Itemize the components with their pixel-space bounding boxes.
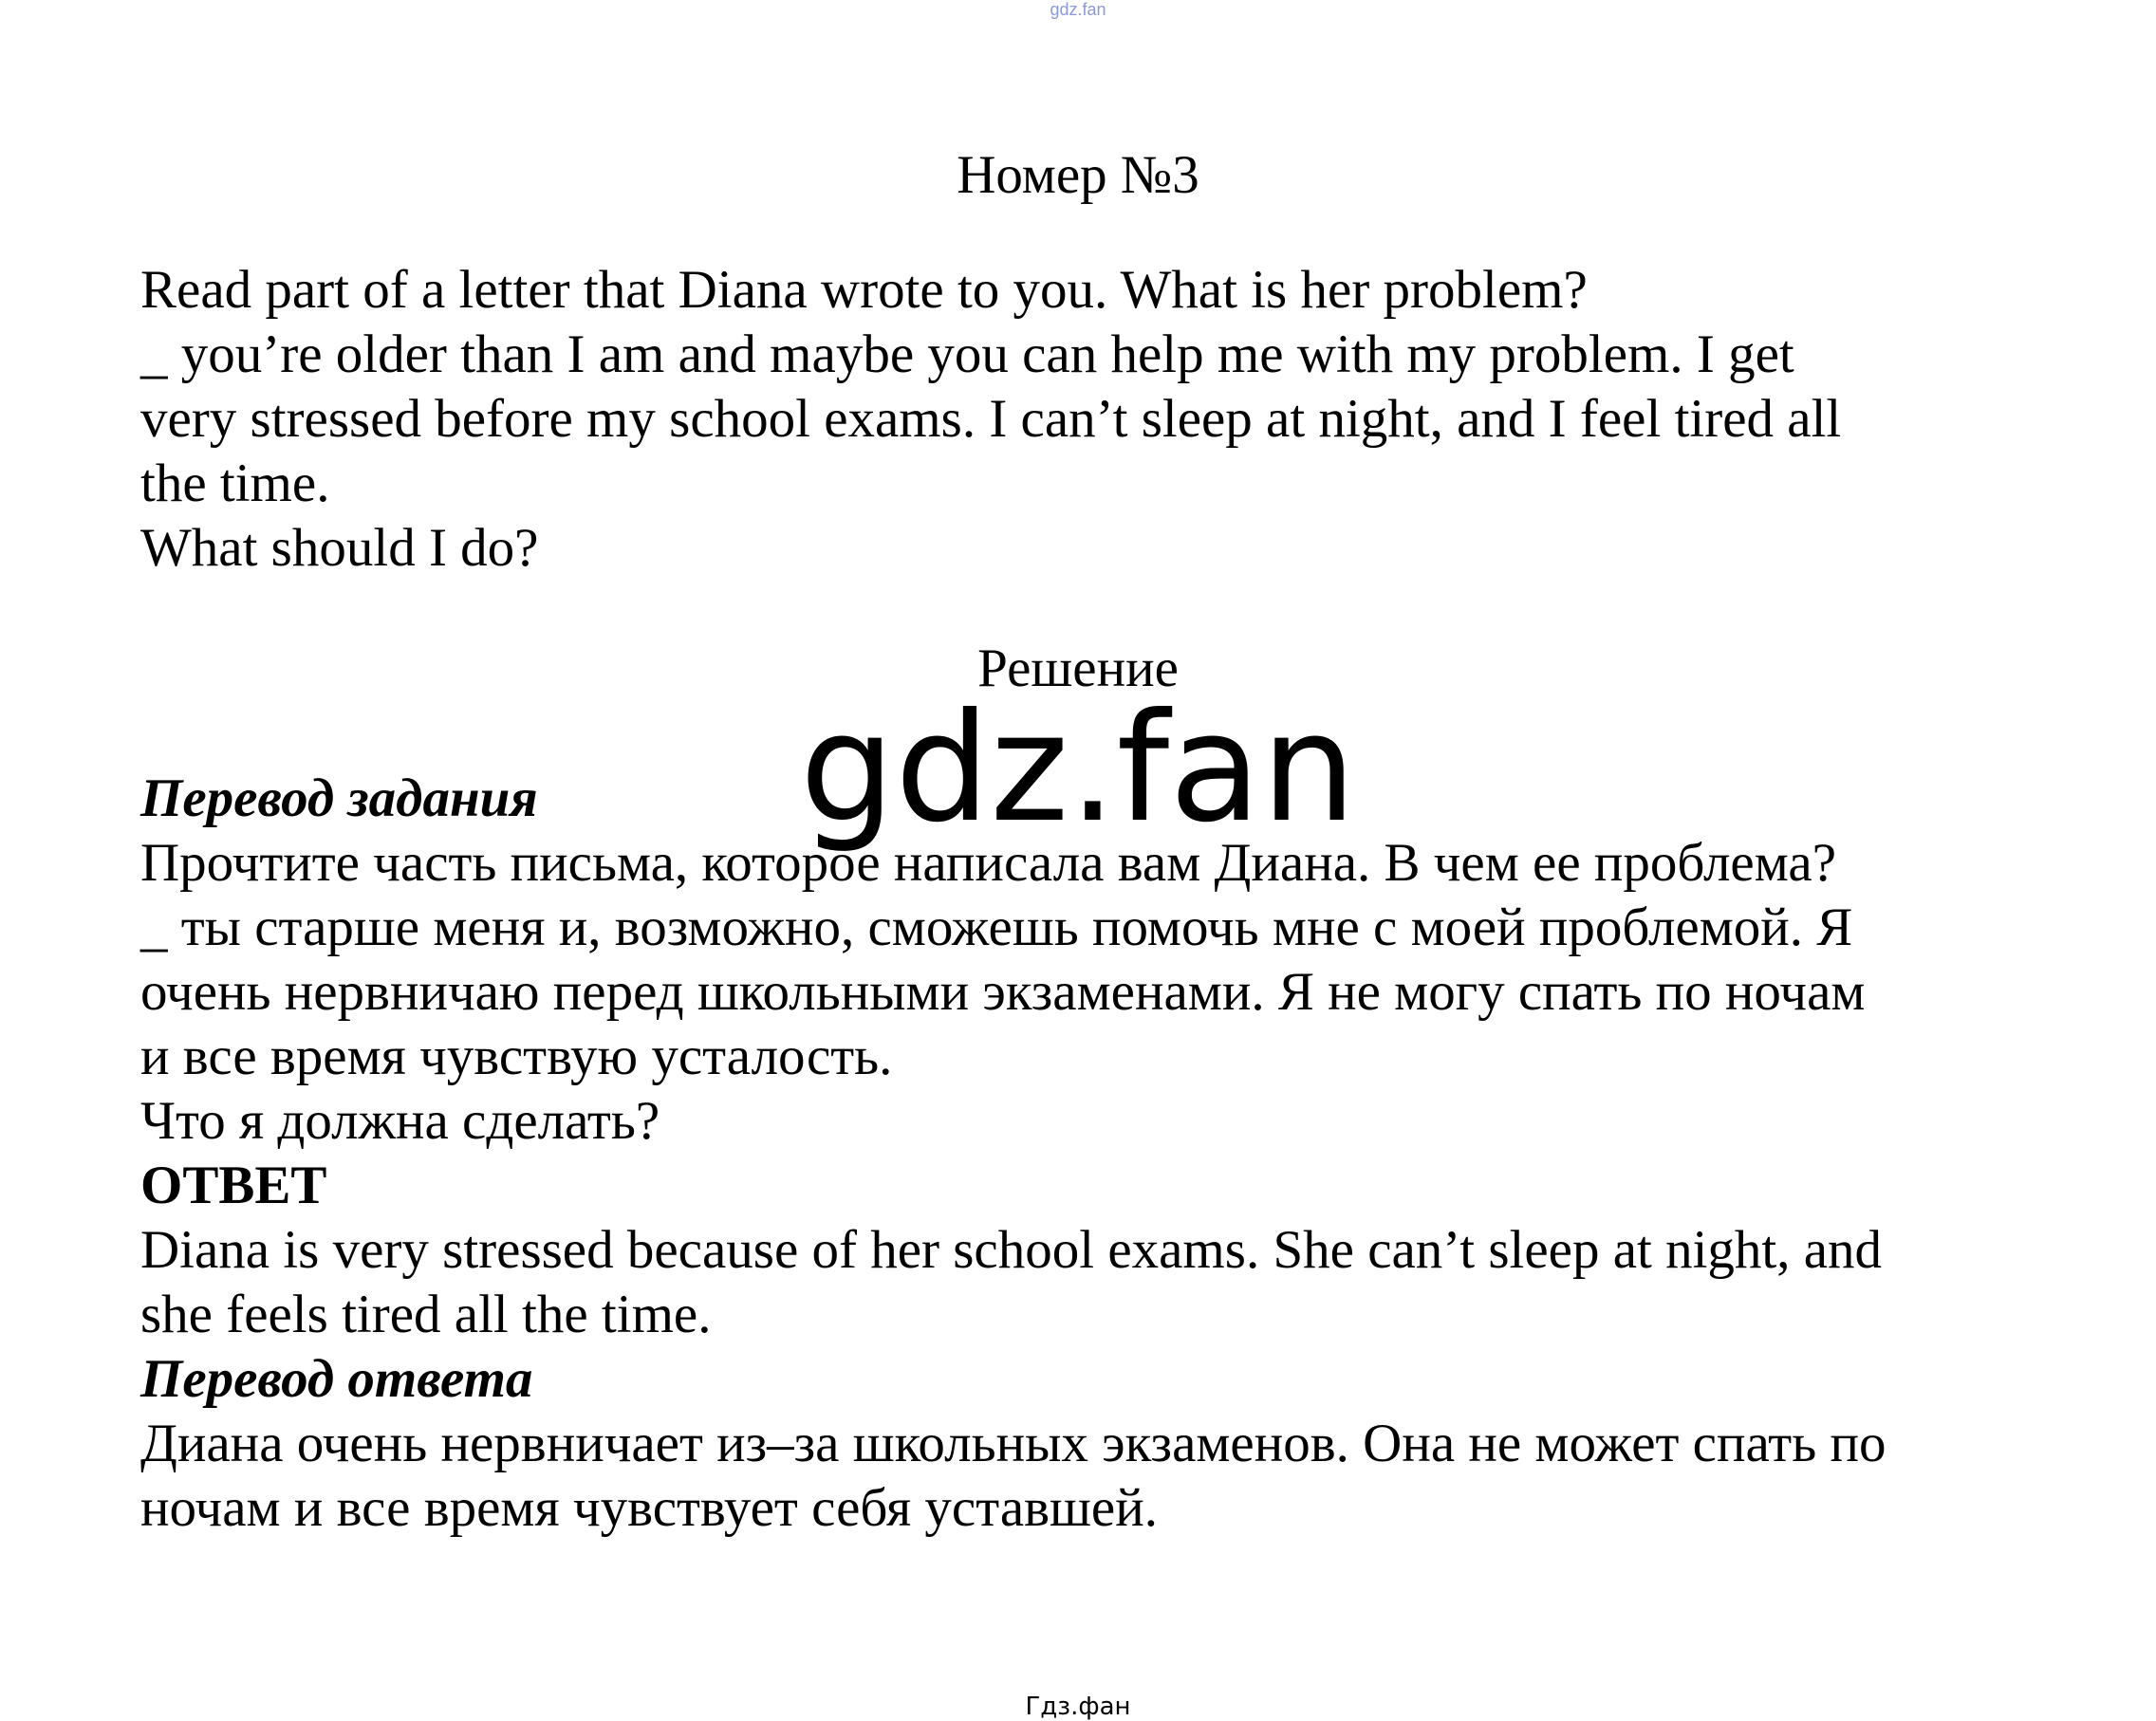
task-line: very stressed before my school exams. I can’t sleep at night, and I feel tired all — [140, 389, 1842, 449]
translation-answer-line: Диана очень нервничает из–за школьных экзаменов. Она не может спать по — [140, 1414, 1886, 1473]
translation-task-section — [140, 767, 2048, 1541]
answer-heading: ОТВЕТ — [140, 1156, 327, 1215]
task-line: _ you’re older than I am and maybe you can help me with my problem. I get — [140, 324, 1794, 384]
answer-line: Diana is very stressed because of her school exams. She can’t sleep at night, and — [140, 1220, 1883, 1280]
watermark-top: gdz.fan — [1050, 0, 1106, 19]
task-text — [140, 258, 2048, 581]
task-line: Read part of a letter that Diana wrote to you. What is her problem? — [140, 260, 1588, 320]
translation-task-line: _ ты старше меня и, возможно, сможешь помочь мне с моей проблемой. Я — [140, 898, 1853, 957]
translation-task-heading: Перевод задания — [140, 768, 538, 828]
translation-task-line: Что я должна сделать? — [140, 1091, 660, 1151]
answer-line: she feels tired all the time. — [140, 1285, 712, 1344]
solution-heading: Решение — [977, 638, 1179, 698]
watermark-bottom: Гдз.фан — [1025, 1693, 1131, 1721]
task-line: What should I do? — [140, 518, 539, 578]
translation-answer-heading: Перевод ответа — [140, 1349, 533, 1409]
task-line: the time. — [140, 453, 330, 513]
translation-task-line: очень нервничаю перед школьными экзаменами. Я не могу спать по ночам — [140, 962, 1866, 1022]
translation-task-line: и все время чувствую усталость. — [140, 1027, 893, 1086]
watermark-center: gdz.fan — [799, 681, 1357, 856]
page-title: Номер №3 — [957, 145, 1199, 205]
translation-answer-line: ночам и все время чувствует себя уставшей. — [140, 1478, 1158, 1538]
translation-task-line: Прочтите часть письма, которое написала вам Диана. В чем ее проблема? — [140, 833, 1837, 893]
